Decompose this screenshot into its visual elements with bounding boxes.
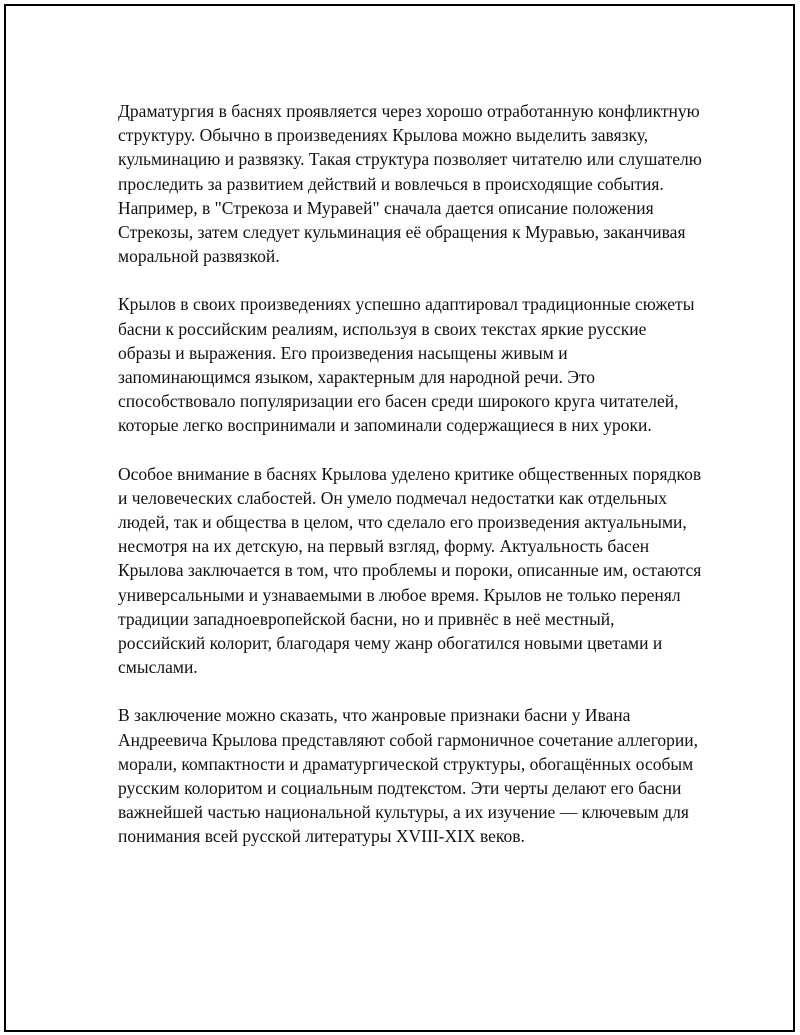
- paragraph-conclusion: В заключение можно сказать, что жанровые признаки басни у Ивана Андреевича Крылова представляют собой гармоничное сочетание аллегории, морали, компактности и драматургической структуры, обогащённых особым русским колоритом и социальным подтекстом. Эти черты делают его басни важнейшей частью национальной культуры, а их изучение — ключевым для понимания всей русской литературы XVIII-XIX веков.: [118, 705, 699, 847]
- paragraph-dramaturgy: Драматургия в баснях проявляется через хорошо отработанную конфликтную структуру. Обычно в произведениях Крылова можно выделить завязку, кульминацию и развязку. Такая структура позволяет читателю или слушателю проследить за развитием действий и вовлечься в происходящие события. Например, в "Стрекоза и Муравей" сначала дается описание положения Стрекозы, затем следует кульминация её обращения к Муравью, заканчивая моральной развязкой.: [118, 101, 702, 267]
- document-page: [4, 4, 795, 1032]
- paragraph-adaptation: Крылов в своих произведениях успешно адаптировал традиционные сюжеты басни к российским реалиям, используя в своих текстах яркие русские образы и выражения. Его произведения насыщены живым и запоминающимся языком, характерным для народной речи. Это способствовало популяризации его басен среди широкого круга читателей, которые легко воспринимали и запоминали содержащиеся в них уроки.: [118, 294, 695, 436]
- document-body: [118, 99, 703, 873]
- paragraph-social-critique: Особое внимание в баснях Крылова уделено критике общественных порядков и человеческих слабостей. Он умело подмечал недостатки как отдельных людей, так и общества в целом, что сделало его произведения актуальными, несмотря на их детскую, на первый взгляд, форму. Актуальность басен Крылова заключается в том, что проблемы и пороки, описанные им, остаются универсальными и узнаваемыми в любое время. Крылов не только перенял традиции западноевропейской басни, но и привнёс в неё местный, российский колорит, благодаря чему жанр обогатился новыми цветами и смыслами.: [118, 463, 702, 678]
